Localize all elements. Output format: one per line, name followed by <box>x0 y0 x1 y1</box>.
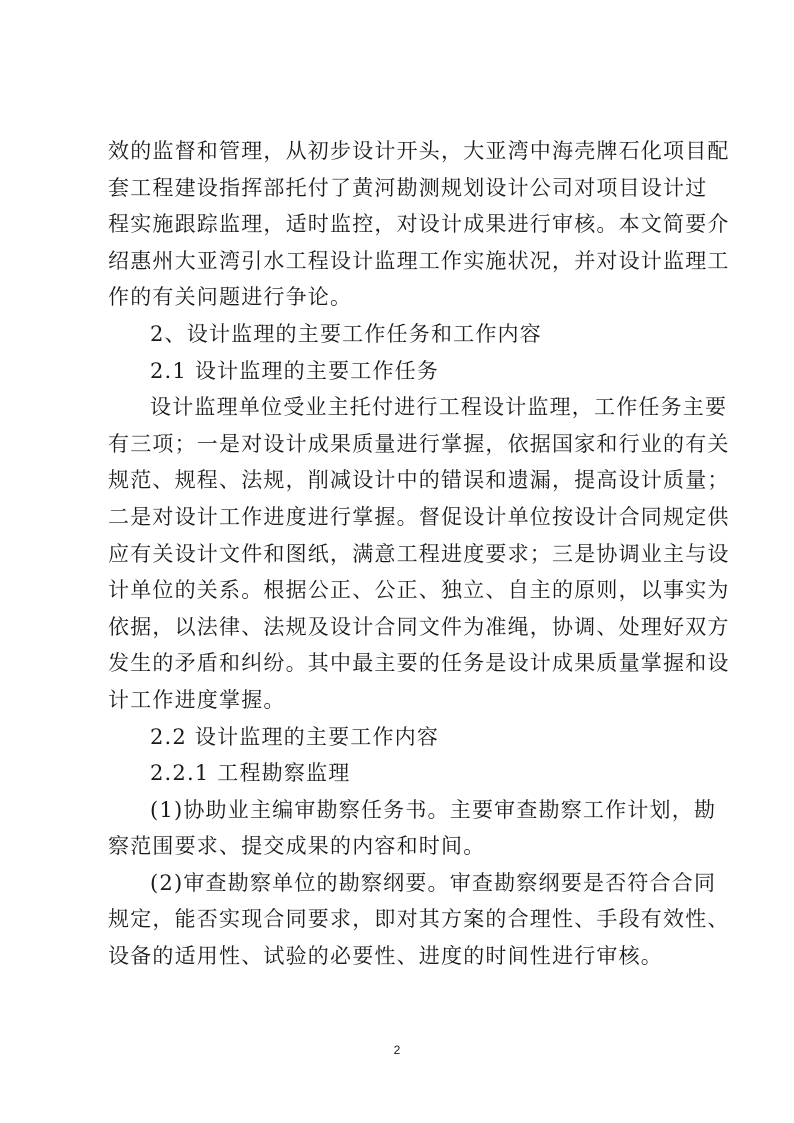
paragraph-tasks <box>108 389 730 718</box>
text-line: (2)审查勘察单位的勘察纲要。审查勘察纲要是否符合合同 <box>150 870 717 895</box>
section-heading-2-2 <box>108 719 698 756</box>
text-line: 察范围要求、提交成果的内容和时间。 <box>108 834 486 859</box>
section-heading-2-2-1 <box>108 755 698 792</box>
heading-text: 2.1 设计监理的主要工作任务 <box>150 358 440 383</box>
text-line: 设计监理单位受业主托付进行工程设计监理，工作任务主要 <box>150 395 728 420</box>
text-line: 发生的矛盾和纠纷。其中最主要的任务是设计成果质量掌握和设 <box>108 651 730 676</box>
text-line: 规范、规程、法规，削减设计中的错误和遗漏，提高设计质量； <box>108 468 730 493</box>
text-line: 作的有关问题进行争论。 <box>108 285 353 310</box>
text-line: 绍惠州大亚湾引水工程设计监理工作实施状况，并对设计监理工 <box>108 248 730 273</box>
text-line: 计工作进度掌握。 <box>108 687 286 712</box>
section-heading-2-1 <box>108 353 698 390</box>
heading-text: 2.2.1 工程勘察监理 <box>150 761 351 786</box>
text-line: 二是对设计工作进度进行掌握。督促设计单位按设计合同规定供 <box>108 504 730 529</box>
text-line: 设备的适用性、试验的必要性、进度的时间性进行审核。 <box>108 944 663 969</box>
heading-text: 2、设计监理的主要工作任务和工作内容 <box>150 321 542 346</box>
text-line: 程实施跟踪监理，适时监控，对设计成果进行审核。本文简要介 <box>108 212 730 237</box>
text-line: (1)协助业主编审勘察任务书。主要审查勘察工作计划，勘 <box>150 797 717 822</box>
section-heading-2 <box>108 316 698 353</box>
text-line: 依据，以法律、法规及设计合同文件为准绳，协调、处理好双方 <box>108 614 730 639</box>
text-line: 有三项；一是对设计成果质量进行掌握，依据国家和行业的有关 <box>108 431 730 456</box>
list-item-1 <box>108 792 717 865</box>
text-line: 应有关设计文件和图纸，满意工程进度要求；三是协调业主与设 <box>108 541 730 566</box>
list-item-2 <box>108 865 730 975</box>
text-line: 效的监督和管理，从初步设计开头，大亚湾中海壳牌石化项目配 <box>108 139 730 163</box>
heading-text: 2.2 设计监理的主要工作内容 <box>150 724 440 749</box>
page-number: 2 <box>393 1043 401 1057</box>
text-line: 规定，能否实现合同要求，即对其方案的合理性、手段有效性、 <box>108 907 730 932</box>
body-text <box>108 133 730 975</box>
paragraph-intro <box>108 133 730 316</box>
text-line: 套工程建设指挥部托付了黄河勘测规划设计公司对项目设计过 <box>108 175 708 200</box>
text-line: 计单位的关系。根据公正、公正、独立、自主的原则，以事实为 <box>108 578 730 603</box>
